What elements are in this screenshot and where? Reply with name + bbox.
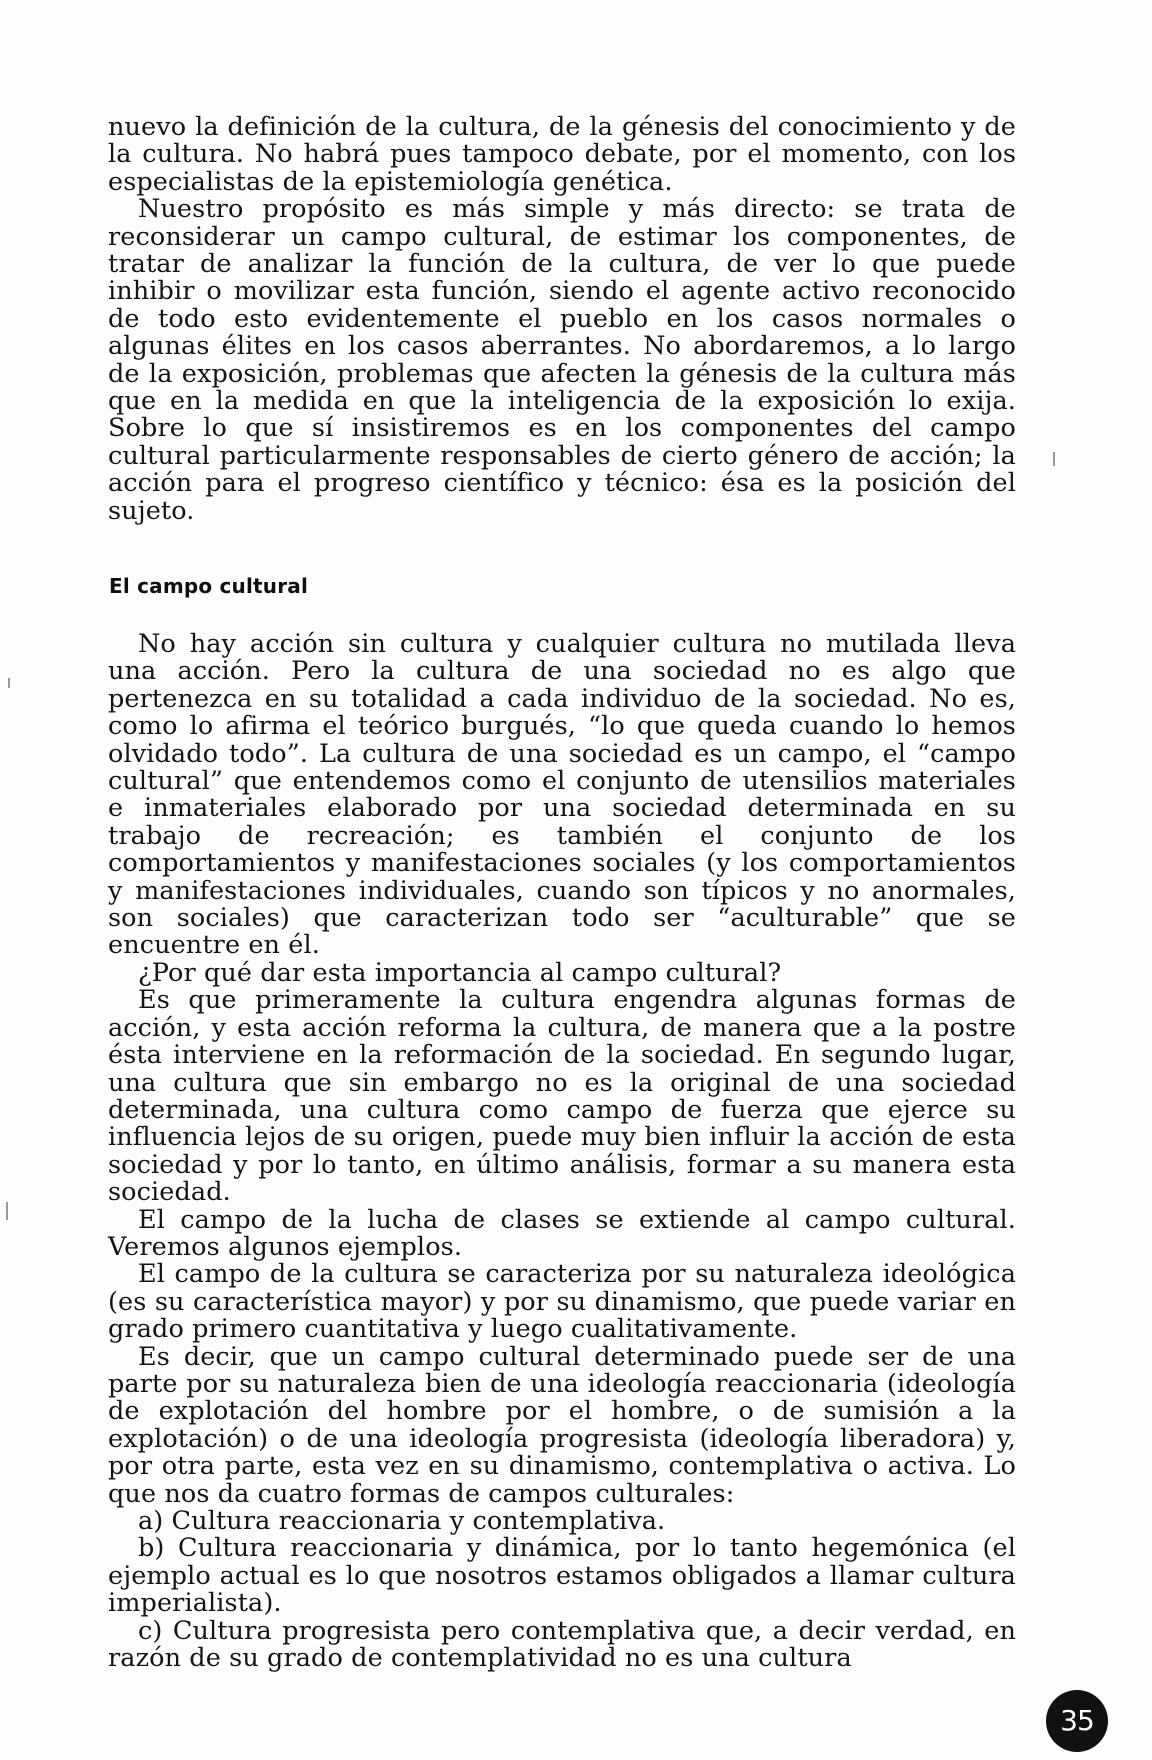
paragraph-purpose: Nuestro propósito es más simple y más directo: se trata de reconsiderar un campo cultural, de estimar los componentes, de tratar de analizar la función de la cultura, de ver lo que puede inhibir o movilizar esta función, siendo el agente activo reconocido de todo esto evidentemente el pueblo en los casos normales o algunas élites en los casos aberrantes. No abordaremos, a lo largo de la exposición, problemas que afecten la génesis de la cultura más que en la medida en que la inteligencia de la exposición lo exija. Sobre lo que sí insistiremos es en los componentes del campo cultural particularmente responsables de cierto género de acción; la acción para el progreso científico y técnico: ésa es la posición del sujeto. [108,194,1016,526]
main-text-block [108,631,1016,1672]
paragraph-continuation: nuevo la definición de la cultura, de la génesis del conocimiento y de la cultura. No habrá pues tampoco debate, por el momento, con los especialistas de la epistemiología genética. [108,112,1016,197]
scan-speck [6,1202,8,1220]
paragraph-question: ¿Por qué dar esta importancia al campo cultural? [138,957,782,988]
section-heading: El campo cultural [109,574,309,598]
scan-speck [8,678,10,688]
paragraph-four-forms: Es decir, que un campo cultural determinado puede ser de una parte por su naturaleza bien de una ideología reaccionaria (ideología de explotación del hombre por el hombre, o de sumisión a la explotación) o de una ideología progresista (ideología liberadora) y, por otra parte, esta vez en su dinamismo, contemplativa o activa. Lo que nos da cuatro formas de campos culturales: [108,1341,1016,1509]
page-number-badge: 35 [1046,1690,1108,1752]
list-item-a: a) Cultura reaccionaria y contemplativa. [138,1506,666,1536]
paragraph-first-reason: Es que primeramente la cultura engendra algunas formas de acción, y esta acción reforma la cultura, de manera que a la postre ésta interviene en la reformación de la sociedad. En segundo lugar, una cultura que sin embargo no es la original de una sociedad determinada, una cultura como campo de fuerza que ejerce su influencia lejos de su origen, puede muy bien influir la acción de esta sociedad y por lo tanto, en último análisis, formar a su manera esta sociedad. [108,985,1016,1208]
scan-speck [1053,452,1055,466]
paragraph-no-action: No hay acción sin cultura y cualquier cultura no mutilada lleva una acción. Pero la cultura de una sociedad no es algo que pertenezca en su totalidad a cada individuo de la sociedad. No es, como lo afirma el teórico burgués, “lo que queda cuando lo hemos olvidado todo”. La cultura de una sociedad es un campo, el “campo cultural” que entendemos como el conjunto de utensilios materiales e inmateriales elaborado por una sociedad determinada en su trabajo de recreación; es también el conjunto de los comportamientos y manifestaciones sociales (y los comportamientos y manifestaciones individuales, cuando son típicos y no anormales, son sociales) que caracterizan todo ser “aculturable” que se encuentre en él. [108,629,1016,961]
paragraph-class-struggle: El campo de la lucha de clases se extiende al campo cultural. Veremos algunos ejemplos. [108,1204,1016,1262]
paragraph-ideological-nature: El campo de la cultura se caracteriza por su naturaleza ideológica (es su característica mayor) y por su dinamismo, que puede variar en grado primero cuantitativa y luego cualitativamente. [108,1259,1016,1345]
list-item-c: c) Cultura progresista pero contemplativa que, a decir verdad, en razón de su grado de contemplatividad no es una cultura [108,1615,1016,1674]
list-item-b: b) Cultura reaccionaria y dinámica, por lo tanto hegemónica (el ejemplo actual es lo que nosotros estamos obligados a llamar cultura imperialista). [108,1533,1016,1619]
top-text-block [108,114,1016,525]
